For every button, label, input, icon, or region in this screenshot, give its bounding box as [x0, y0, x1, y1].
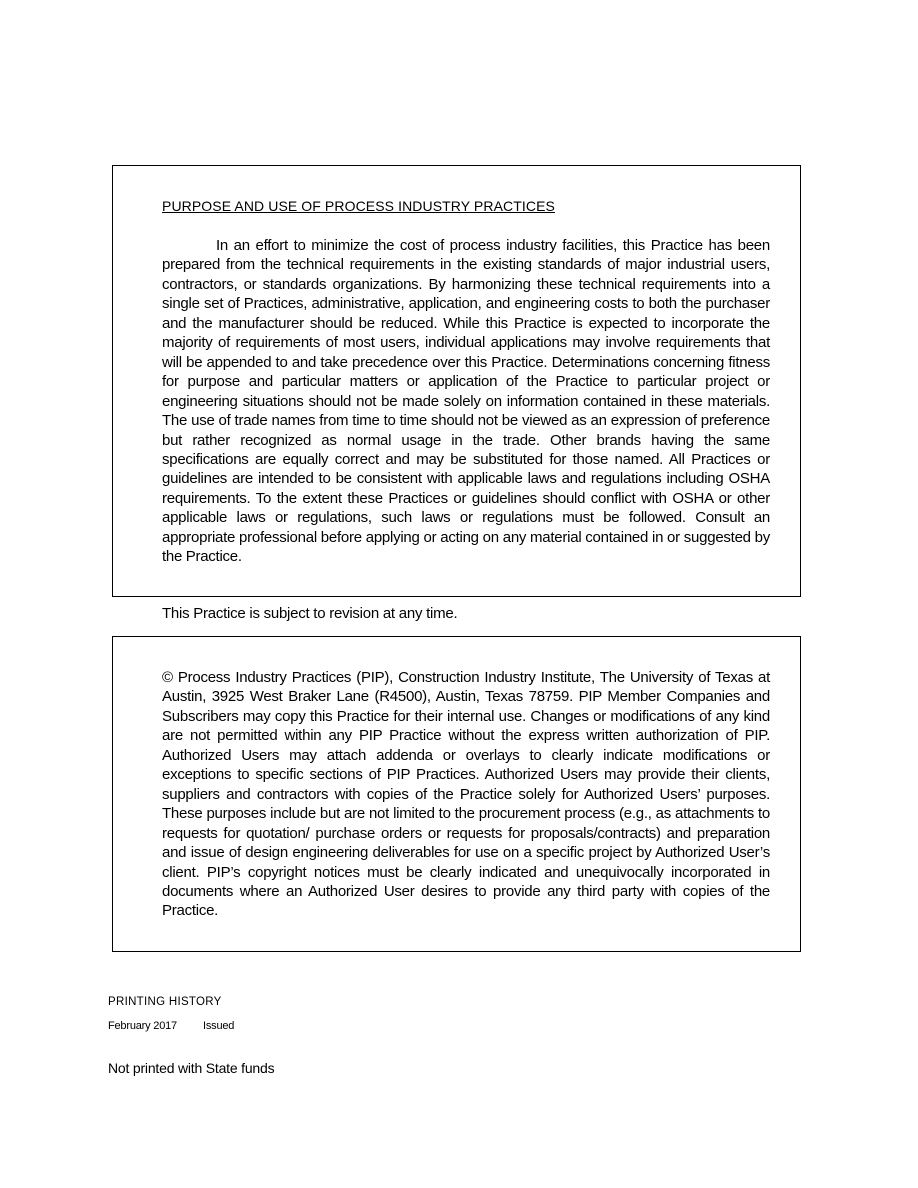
history-entry-date: February 2017	[108, 1020, 177, 1032]
printing-history-entry	[108, 1020, 234, 1032]
history-entry-status: Issued	[203, 1020, 235, 1032]
copyright-box	[112, 636, 801, 952]
copyright-paragraph: © Process Industry Practices (PIP), Construction Industry Institute, The University of Texas at Austin, 3925 West Braker Lane (R4500), Austin, Texas 78759. PIP Member Companies and Subscribers may copy this Practice for their internal use. Changes or modifications of any kind are not permitted within any PIP Practice without the express written authorization of PIP. Authorized Users may attach addenda or overlays to clearly indicate modifications or exceptions to specific sections of PIP Practices. Authorized Users may provide their clients, suppliers and contractors with copies of the Practice solely for Authorized Users’ purposes. These purposes include but are not limited to the procurement process (e.g., as attachments to requests for quotation/ purchase orders or requests for proposals/contracts) and preparation and issue of design engineering deliverables for use on a specific project by Authorized User’s client. PIP’s copyright notices must be clearly indicated and unequivocally incorporated in documents where an Authorized User desires to provide any third party with copies of the Practice.	[162, 669, 770, 920]
purpose-heading: PURPOSE AND USE OF PROCESS INDUSTRY PRACTICES	[162, 198, 555, 214]
purpose-and-use-box	[112, 165, 801, 597]
state-funds-note: Not printed with State funds	[108, 1060, 275, 1076]
printing-history-title: PRINTING HISTORY	[108, 996, 222, 1008]
revision-note: This Practice is subject to revision at any time.	[162, 605, 458, 622]
purpose-paragraph: In an effort to minimize the cost of process industry facilities, this Practice has been prepared from the technical requirements in the existing standards of major industrial users, contractors, or standards organizations. By harmonizing these technical requirements into a single set of Practices, administrative, application, and engineering costs to both the purchaser and the manufacturer should be reduced. While this Practice is expected to incorporate the majority of requirements of most users, individual applications may involve requirements that will be appended to and take precedence over this Practice. Determinations concerning fitness for purpose and particular matters or application of the Practice to particular project or engineering situations should not be made solely on information contained in these materials. The use of trade names from time to time should not be viewed as an expression of preference but rather recognized as normal usage in the trade. Other brands having the same specifications are equally correct and may be substituted for those named. All Practices or guidelines are intended to be consistent with applicable laws and regulations including OSHA requirements. To the extent these Practices or guidelines should conflict with OSHA or other applicable laws or regulations, such laws or regulations must be followed. Consult an appropriate professional before applying or acting on any material contained in or suggested by the Practice.	[162, 237, 770, 566]
